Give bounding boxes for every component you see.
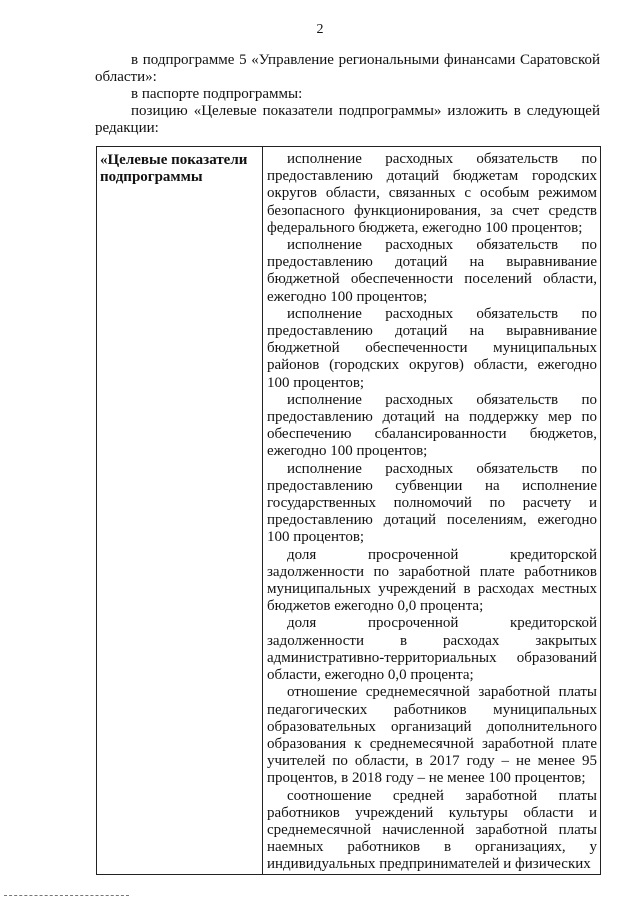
intro-paragraph: позицию «Целевые показатели подпрограммы» изложить в следующей редакции: — [95, 103, 600, 136]
intro-paragraph: в подпрограмме 5 «Управление региональными финансами Саратовской области»: — [95, 52, 600, 85]
indicator-item: доля просроченной кредиторской задолженности в расходах закрытых административно-территориальных образований области, ежегодно 0,0 процента; — [267, 615, 597, 684]
bottom-divider — [4, 895, 129, 896]
indicator-item: исполнение расходных обязательств по предоставлению субвенции на исполнение государственных полномочий по расчету и предоставлению дотаций поселениям, ежегодно 100 процентов; — [267, 460, 597, 546]
intro-text — [95, 52, 600, 137]
row-heading-cell — [97, 147, 263, 875]
indicators-cell — [263, 147, 601, 875]
page-number: 2 — [316, 22, 324, 37]
targets-table — [96, 146, 601, 875]
indicator-item: соотношение средней заработной платы работников учреждений культуры области и среднемесячной начисленной заработной платы наемных работников в организациях, у индивидуальных предпринимателей и физических — [267, 787, 597, 873]
indicator-item: исполнение расходных обязательств по предоставлению дотаций бюджетам городских округов области, связанных с особым режимом безопасного функционирования, за счет средств федерального бюджета, ежегодно 100 процентов; — [267, 151, 597, 236]
table-row — [97, 147, 601, 875]
indicator-item: исполнение расходных обязательств по предоставлению дотаций на выравнивание бюджетной обеспеченности поселений области, ежегодно 100 процентов; — [267, 237, 597, 305]
indicator-item: доля просроченной кредиторской задолженности по заработной плате работников муниципальных учреждений в расходах местных бюджетов ежегодно 0,0 процента; — [267, 546, 597, 615]
indicator-item: исполнение расходных обязательств по предоставлению дотаций на выравнивание бюджетной обеспеченности муниципальных районов (городских округов) области, ежегодно 100 процентов; — [267, 305, 597, 391]
row-heading: «Целевые показатели подпрограммы — [100, 152, 248, 185]
indicator-item: исполнение расходных обязательств по предоставлению дотаций на поддержку мер по обеспечению сбалансированности бюджетов, ежегодно 100 процентов; — [267, 391, 597, 460]
indicator-item: отношение среднемесячной заработной платы педагогических работников муниципальных образовательных организаций дополнительного образования к среднемесячной заработной плате учителей по области, в 2017 году – не менее 95 процентов, в 2018 году – не менее 100 процентов; — [267, 684, 597, 787]
intro-paragraph: в паспорте подпрограммы: — [131, 86, 303, 102]
